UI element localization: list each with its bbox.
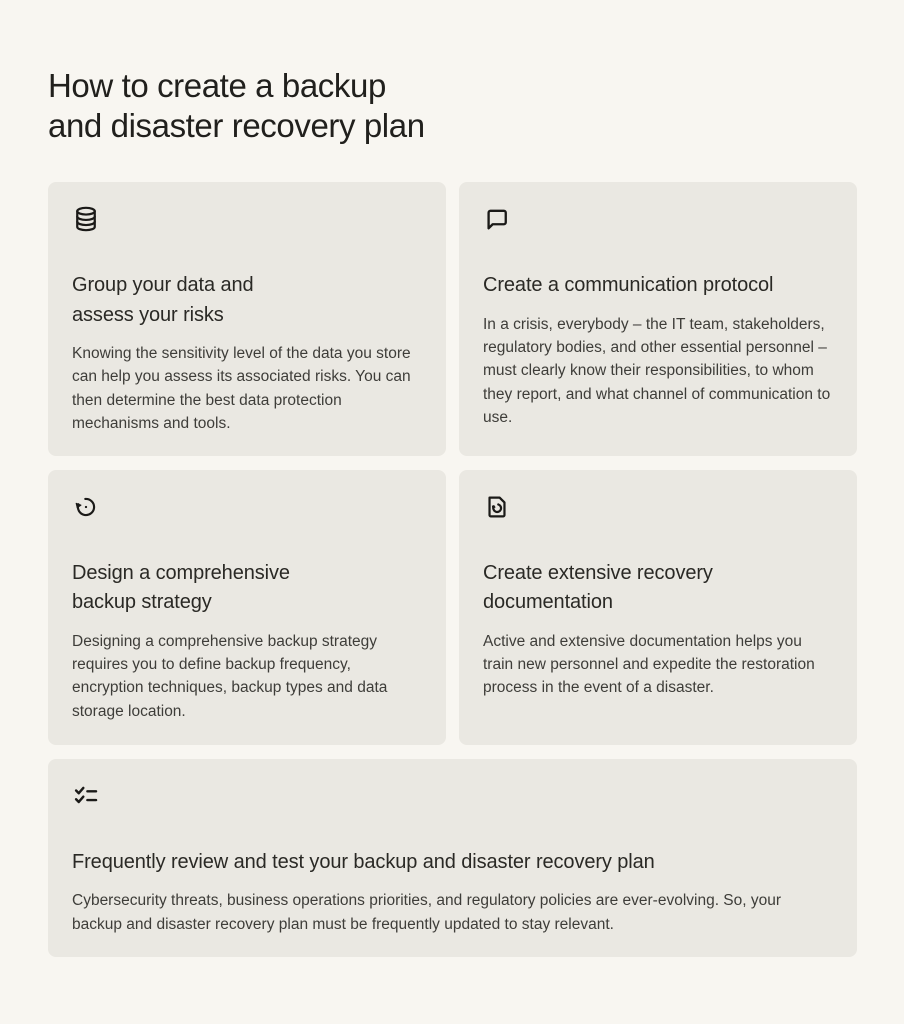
card-heading-line: Create extensive recovery — [483, 561, 713, 584]
card-body: Designing a comprehensive backup strategy requires you to define backup frequency, encryption techniques, backup types and data storage location. — [72, 632, 388, 720]
card-body: In a crisis, everybody – the IT team, stakeholders, regulatory bodies, and other essential personnel – must clearly know their responsibilities, to whom they report, and what channel of communication to use. — [483, 315, 831, 427]
card-heading-line: backup strategy — [72, 591, 212, 614]
card-heading-line: assess your risks — [72, 303, 224, 326]
card-body: Cybersecurity threats, business operations priorities, and regulatory policies are ever-evolving. So, your backup and disaster recovery plan must be frequently updated to stay relevant. — [72, 892, 782, 933]
restore-history-icon — [72, 493, 100, 521]
card-heading — [483, 271, 833, 301]
card-communication-protocol — [459, 182, 857, 456]
card-body: Knowing the sensitivity level of the data you store can help you assess its associated risks. You can then determine the best data protection mechanisms and tools. — [72, 345, 411, 433]
card-grid — [48, 182, 857, 957]
database-icon — [72, 205, 100, 233]
chat-bubble-icon — [483, 205, 511, 233]
card-heading-line: documentation — [483, 591, 613, 614]
card-heading — [72, 559, 422, 618]
card-heading-line: Group your data and — [72, 274, 254, 296]
page-title-line-2: and disaster recovery plan — [48, 107, 425, 144]
card-heading-line: Create a communication protocol — [483, 274, 774, 296]
page-title-line-1: How to create a backup — [48, 67, 386, 104]
card-backup-strategy — [48, 470, 446, 745]
document-restore-icon — [483, 493, 511, 521]
card-heading — [483, 559, 833, 618]
page-title — [48, 0, 857, 146]
card-heading-line: Design a comprehensive — [72, 561, 290, 584]
card-body: Active and extensive documentation helps you train new personnel and expedite the restoration process in the event of a disaster. — [483, 632, 815, 697]
card-heading — [72, 848, 833, 878]
card-heading-line: Frequently review and test your backup and disaster recovery plan — [72, 850, 655, 873]
checklist-icon — [72, 782, 100, 810]
card-heading — [72, 271, 422, 330]
card-recovery-documentation — [459, 470, 857, 745]
card-review-and-test — [48, 759, 857, 957]
card-group-your-data — [48, 182, 446, 456]
